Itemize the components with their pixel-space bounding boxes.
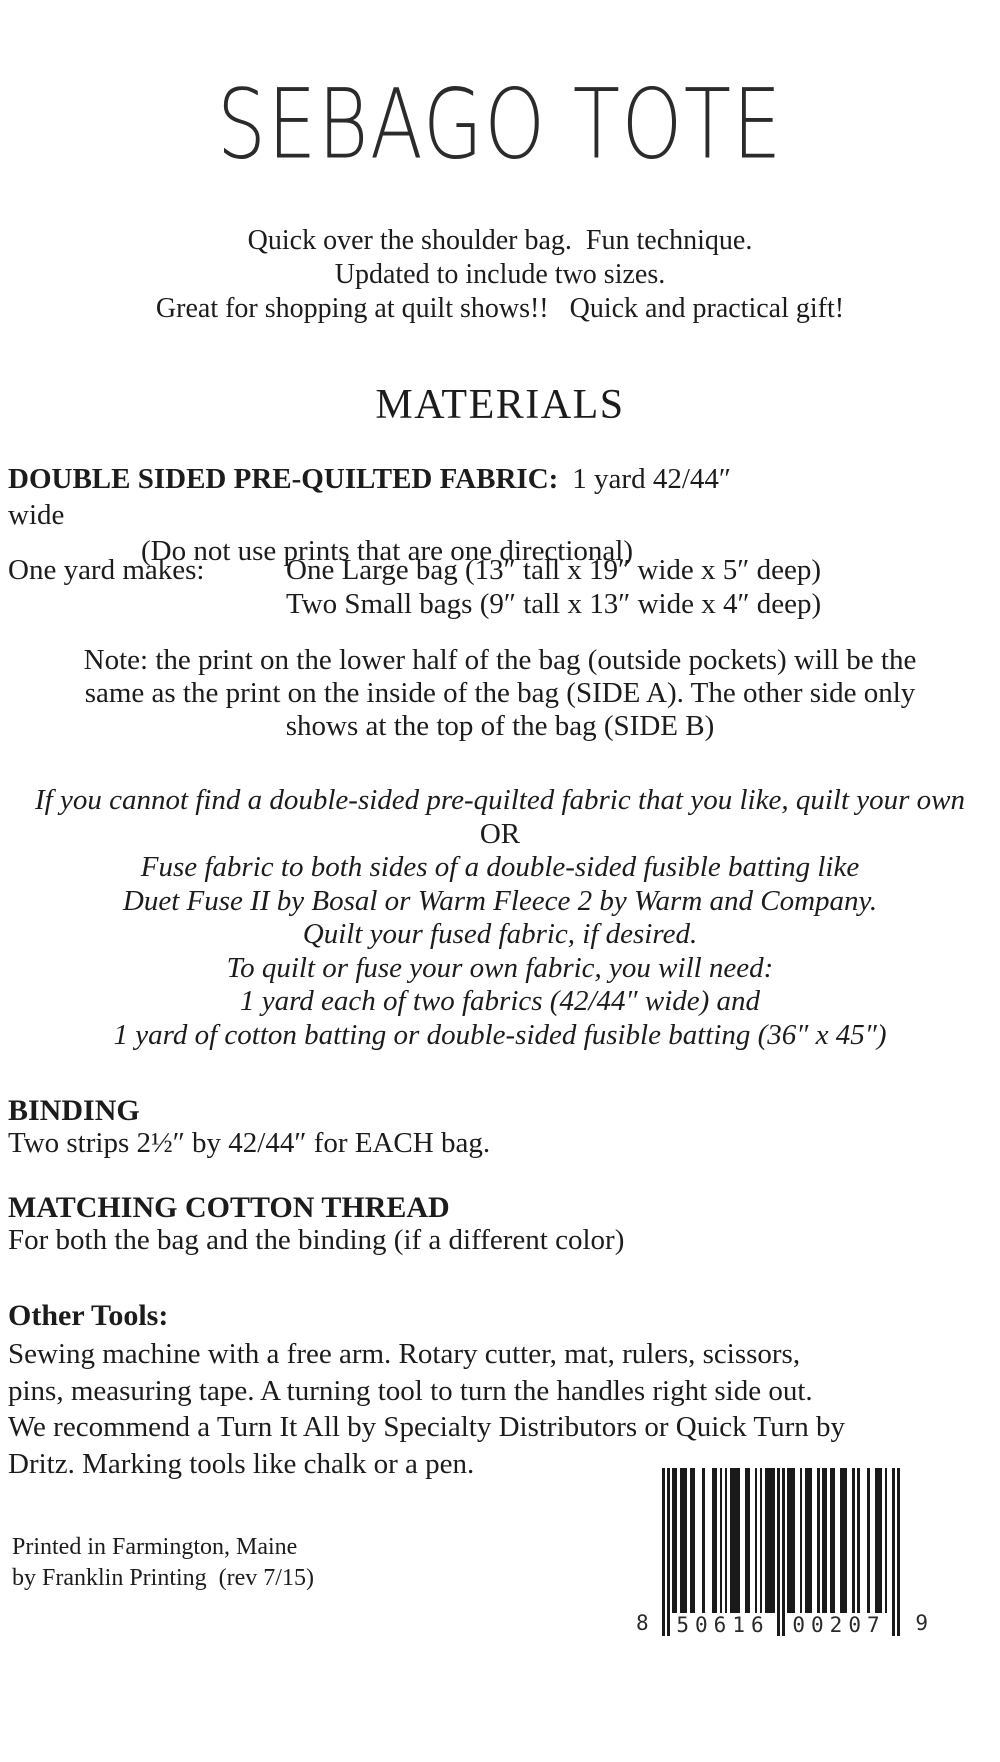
thread-heading: MATCHING COTTON THREAD (8, 1191, 450, 1224)
upc-bar (897, 1468, 900, 1636)
tools-line-3: We recommend a Turn It All by Specialty Distributors or Quick Turn by (8, 1411, 846, 1443)
thread-section (8, 1191, 624, 1257)
fabric-value: 1 yard 42/44″ wide (8, 463, 739, 531)
fabric-requirement-line (8, 461, 766, 533)
alt-line-2: Fuse fabric to both sides of a double-sided fusible batting like (140, 851, 860, 883)
upc-barcode (636, 1468, 928, 1668)
alt-line-1: If you cannot find a double-sided pre-quilted fabric that you like, quilt your own (35, 784, 965, 816)
alt-line-3: Duet Fuse II by Bosal or Warm Fleece 2 by Warm and Company. (122, 884, 878, 917)
alt-or: OR (479, 817, 521, 850)
note-line-3: shows at the top of the bag (SIDE B) (285, 710, 715, 742)
thread-text: For both the bag and the binding (if a different color) (8, 1224, 625, 1256)
intro-line-2: Updated to include two sizes. (334, 259, 666, 290)
upc-left-digit: 8 (636, 1611, 649, 1635)
printer-credit-line-1: Printed in Farmington, Maine (12, 1534, 298, 1560)
printer-credit (12, 1532, 314, 1594)
fabric-label: DOUBLE SIDED PRE-QUILTED FABRIC: (8, 463, 559, 495)
upc-group-2: 00207 (792, 1613, 886, 1637)
yield-bags (286, 553, 821, 621)
fabric-restriction: (Do not use prints that are one directional) (140, 535, 634, 567)
yardage-yield (8, 553, 821, 621)
alt-line-7: 1 yard of cotton batting or double-sided fusible batting (36″ x 45″) (113, 1018, 887, 1051)
binding-text: Two strips 2½″ by 42/44″ for EACH bag. (8, 1127, 491, 1159)
page-title: SEBAGO TOTE (217, 69, 783, 182)
intro-tagline (0, 224, 1000, 326)
intro-line-3: Great for shopping at quilt shows!! Quick and practical gift! (155, 293, 845, 324)
note-line-1: Note: the print on the lower half of the bag (outside pockets) will be the (83, 644, 917, 676)
tools-line-2: pins, measuring tape. A turning tool to turn the handles right side out. (8, 1374, 813, 1407)
yield-small-bag: Two Small bags (9″ tall x 13″ wide x 4″ deep) (286, 588, 822, 620)
intro-line-1: Quick over the shoulder bag. Fun technique. (247, 225, 753, 256)
tools-heading: Other Tools: (8, 1299, 169, 1332)
binding-heading: BINDING (8, 1094, 140, 1127)
note-line-2: same as the print on the inside of the bag (SIDE A). The other side only (84, 677, 916, 709)
other-tools-section (8, 1296, 988, 1482)
binding-section (8, 1094, 490, 1160)
yield-label: One yard makes: (8, 554, 205, 586)
print-placement-note (0, 644, 1000, 743)
yield-large-bag: One Large bag (13″ tall x 19″ wide x 5″ deep) (286, 554, 821, 586)
printer-credit-line-2: by Franklin Printing (rev 7/15) (12, 1565, 314, 1591)
upc-right-digit: 9 (915, 1611, 928, 1635)
alternative-fabric-options (0, 784, 1000, 1052)
materials-heading: MATERIALS (375, 382, 625, 428)
tools-line-4: Dritz. Marking tools like chalk or a pen. (8, 1447, 475, 1480)
alt-line-5: To quilt or fuse your own fabric, you will need: (226, 951, 774, 984)
alt-line-4: Quilt your fused fabric, if desired. (302, 918, 698, 950)
tools-line-1: Sewing machine with a free arm. Rotary cutter, mat, rulers, scissors, (8, 1338, 801, 1370)
upc-group-1: 50616 (676, 1613, 770, 1637)
alt-line-6: 1 yard each of two fabrics (42/44″ wide) and (239, 985, 761, 1017)
